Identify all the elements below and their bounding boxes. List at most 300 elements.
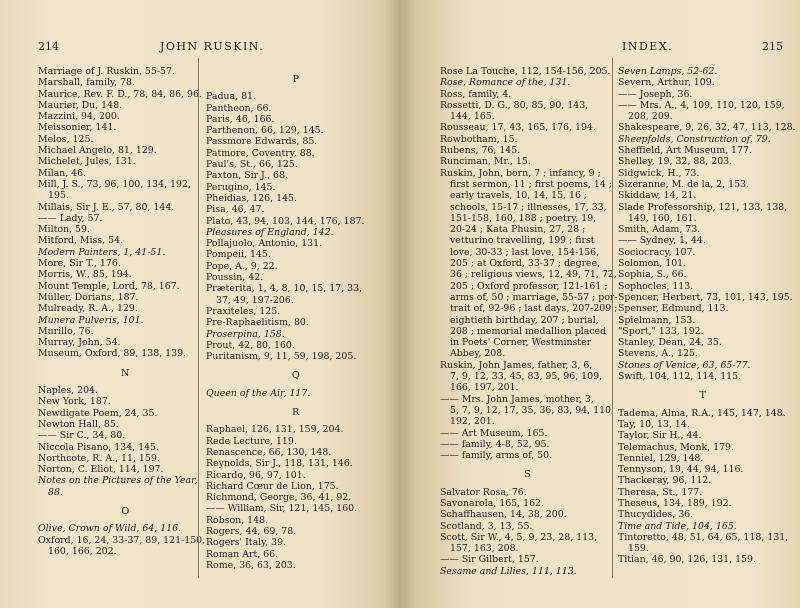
index-entry (206, 447, 386, 458)
index-entry-line: Marriage of J. Ruskin, 55-57. (38, 66, 175, 77)
index-entry (38, 66, 213, 77)
index-entry (618, 554, 788, 565)
index-entry-line: Stevens, A., 125. (618, 348, 698, 360)
index-entry (618, 303, 788, 314)
index-entry-line: Newton Hall, 85. (38, 418, 119, 430)
index-entry (440, 156, 615, 167)
index-entry-line: Rede Lecture, 119. (206, 435, 297, 447)
index-entry-line: 36 ; religious views, 12, 49, 71, 72, (450, 269, 617, 281)
index-entry (206, 182, 386, 193)
index-entry-line: Sesame and Lilies, 111, 113. (440, 565, 577, 577)
index-entry-line: Rubens, 76, 145. (440, 145, 521, 157)
index-entry-line: Pollajuolo, Antonio, 131. (206, 238, 323, 250)
index-entry-line: Titian, 46, 90, 126, 131, 159. (618, 554, 756, 566)
index-entry (206, 249, 386, 260)
index-entry (440, 554, 615, 565)
index-entry-line: Swift, 104, 112, 114, 115. (618, 371, 742, 383)
index-entry-line: Rose, Romance of the, 131. (440, 77, 571, 89)
index-entry (440, 77, 615, 88)
index-entry-line: —— family, arms of, 50. (440, 450, 553, 462)
index-entry-line: Parthenon, 66, 129, 145. (206, 125, 324, 137)
index-entry-line: 151-158, 160, 188 ; poetry, 19, (450, 212, 597, 224)
index-entry (440, 89, 615, 100)
index-entry (206, 560, 386, 571)
index-entry (38, 292, 213, 303)
index-entry (618, 348, 788, 359)
index-entry (618, 360, 788, 371)
index-entry (38, 385, 213, 396)
index-entry-line: Michelet, Jules, 131. (38, 156, 136, 168)
index-entry (618, 247, 788, 258)
index-entry (618, 202, 788, 225)
index-entry-line: Poussin, 42. (206, 272, 264, 284)
index-entry (38, 258, 213, 269)
index-entry-line: —— Sir C., 34, 80. (38, 430, 126, 442)
index-entry-line: Pleasures of England, 142. (206, 226, 334, 238)
index-entry (206, 148, 386, 159)
index-entry-line: Paris, 46, 166. (206, 113, 275, 125)
index-entry-line: 157, 163, 208. (450, 543, 519, 555)
index-entry-line: Patmore, Coventry, 88. (206, 147, 315, 159)
index-entry-line: Rose La Touche, 112, 154-156, 205. (440, 66, 611, 77)
index-entry-line: Tintoretto, 48, 51, 64, 65, 118, 131, (618, 531, 789, 543)
index-entry-line: Perugino, 145. (206, 181, 276, 193)
index-entry-line: Runciman, Mr., 15. (440, 156, 531, 168)
index-entry (206, 204, 386, 215)
index-entry (618, 315, 788, 326)
index-entry (618, 168, 788, 179)
index-entry-line: Marshall, family, 78. (38, 77, 135, 89)
index-entry (618, 224, 788, 235)
index-entry (206, 159, 386, 170)
index-column (38, 66, 213, 557)
index-entry-line: Thackeray, 96, 112. (618, 475, 712, 487)
index-entry-line: Pre-Raphaelitism, 80. (206, 317, 309, 329)
index-entry-line: Queen of the Air, 117. (206, 387, 311, 399)
index-entry-line: —— Lady, 57. (38, 212, 103, 224)
index-entry (38, 213, 213, 224)
index-entry-line: 208 ; memorial medallion placed (450, 325, 607, 337)
index-entry-line: first sermon, 11 ; first poems, 14 ; (450, 178, 612, 190)
index-entry-line: 205 ; at Oxford, 33-37 ; degree, (450, 258, 601, 270)
index-entry (618, 66, 788, 77)
index-entry-line: 159. (628, 543, 649, 555)
index-entry (38, 337, 213, 348)
index-entry-line: Notes on the Pictures of the Year, (38, 475, 198, 487)
index-entry-line: Sophocles, 113. (618, 280, 694, 292)
index-entry-line: New York, 187. (38, 396, 111, 408)
index-entry-line: eightieth birthday, 207 ; burial, (450, 314, 599, 326)
index-entry-line: Taylor, Sir H., 44. (618, 430, 702, 442)
index-entry (440, 498, 615, 509)
index-entry (618, 442, 788, 453)
index-entry (38, 348, 213, 359)
index-entry (38, 224, 213, 235)
index-entry (618, 371, 788, 382)
index-entry (618, 291, 793, 303)
index-entry-line: Ricardo, 96, 97, 101. (206, 469, 306, 481)
index-entry (206, 170, 386, 181)
index-entry-line: Rowbotham, 15. (440, 133, 518, 145)
index-entry (618, 134, 788, 145)
index-entry-line: 192, 201. (450, 416, 495, 428)
index-entry-line: —— Art Museum, 165. (440, 427, 548, 439)
index-entry (38, 179, 213, 202)
index-entry-line: Tennyson, 19, 44, 94, 116. (618, 464, 744, 476)
index-entry (618, 190, 788, 201)
index-entry (206, 388, 386, 399)
index-entry-line: Puritanism, 9, 11, 59, 198, 205. (206, 351, 357, 363)
index-entry (38, 281, 213, 292)
index-entry-line: Mitford, Miss, 54. (38, 235, 124, 247)
index-entry-line: Mount Temple, Lord, 78, 167. (38, 280, 180, 292)
index-entry (618, 235, 788, 246)
index-entry (206, 283, 386, 306)
section-letter: P (292, 74, 300, 85)
index-entry-line: Stones of Venice, 63, 65-77. (618, 359, 751, 371)
index-entry-line: —— family, 4-8, 52, 95. (440, 438, 550, 450)
index-entry-line: Sheffield, Art Museum, 177. (618, 145, 752, 157)
index-entry-line: Tay, 10, 13, 14. (618, 418, 690, 430)
index-entry-line: Smith, Adam, 73. (618, 224, 701, 236)
index-entry (38, 145, 213, 156)
index-entry-line: Munera Pulveris, 101. (38, 314, 144, 326)
index-entry-line: trait of, 92-96 ; last days, 207-209 ; (450, 303, 618, 315)
section-letter: R (292, 407, 300, 419)
index-entry (206, 317, 386, 328)
index-entry-line: Milan, 46. (38, 167, 87, 179)
index-entry (38, 269, 213, 280)
index-entry-line: Rousseau, 17, 43, 165, 176, 194. (440, 122, 596, 134)
index-entry (618, 258, 788, 269)
index-entry (38, 475, 213, 498)
index-entry-line: Maurier, Du, 148. (38, 99, 123, 111)
index-entry (38, 134, 213, 145)
index-entry-line: —— Mrs. John James, mother, 3, (440, 393, 594, 405)
index-entry-line: Renascence, 66, 130, 148. (206, 446, 332, 458)
index-entry (618, 521, 788, 532)
index-entry-line: 37, 49, 197-206. (216, 294, 294, 306)
index-entry-line: Milton, 59. (38, 224, 90, 236)
index-entry-line: Scotland, 3, 13, 55. (440, 520, 533, 532)
index-entry-line: 20-24 ; Kata Phusin, 27, 28 ; (450, 224, 586, 236)
index-entry (38, 523, 213, 534)
index-entry (38, 430, 213, 441)
index-entry (440, 66, 615, 77)
index-entry-line: —— Mrs. A., 4, 109, 110, 120, 159, (618, 99, 785, 111)
right-page (400, 0, 800, 608)
index-entry (206, 436, 386, 447)
index-entry-line: Robson, 148. (206, 514, 269, 526)
index-entry-line: Plato, 43, 94, 103, 144, 176, 187. (206, 215, 365, 227)
index-entry (206, 136, 386, 147)
index-entry-line: Solomon, 101. (618, 258, 687, 270)
index-entry (618, 77, 788, 88)
index-entry (206, 125, 386, 136)
index-entry-line: Severn, Arthur, 109. (618, 77, 715, 89)
index-entry (206, 306, 386, 317)
index-entry (618, 281, 788, 292)
index-entry (38, 464, 213, 475)
index-entry-line: Theresa, St., 177. (618, 486, 703, 498)
section-letter: N (121, 367, 130, 379)
index-entry (618, 509, 788, 520)
index-entry-line: Shakespeare, 9, 26, 32, 47, 113, 128. (618, 122, 796, 134)
index-entry (440, 145, 615, 156)
index-entry (440, 521, 615, 532)
index-entry (206, 227, 386, 238)
index-entry-line: Modern Painters, 1, 41-51. (38, 246, 166, 258)
index-entry-line: Rogers' Italy, 39. (206, 537, 287, 549)
index-entry-line: Sizeranne, M. de la, 2, 153. (618, 178, 749, 190)
index-entry-line: Spenser, Edmund, 113. (618, 303, 729, 315)
index-entry (38, 89, 213, 100)
index-entry (618, 326, 788, 337)
index-entry-line: Ruskin, John, born, 7 ; infancy, 9 ; (440, 167, 601, 179)
index-entry-line: Salvator Rosa, 76. (440, 486, 527, 498)
index-entry (440, 532, 615, 555)
index-column (206, 66, 386, 571)
index-entry-line: Raphael, 126, 131, 159, 204. (206, 424, 344, 436)
index-entry (206, 329, 386, 340)
index-entry-line: Roman Art, 66. (206, 548, 279, 560)
index-entry (618, 532, 788, 555)
index-entry (618, 419, 788, 430)
index-entry (38, 235, 213, 246)
index-entry-line: Meissonier, 141. (38, 122, 117, 134)
index-entry (618, 179, 788, 190)
index-entry-line: Mulready, R. A., 129. (38, 303, 138, 315)
index-entry (206, 193, 386, 204)
index-entry-line: "Sport," 133, 192. (618, 325, 704, 337)
index-column (618, 66, 796, 566)
index-entry-line: Time and Tide, 104, 165. (618, 520, 737, 532)
index-entry-line: Prout, 42, 80, 160. (206, 339, 295, 351)
index-entry-line: 144, 165. (450, 111, 495, 123)
section-letter: S (523, 469, 532, 481)
index-entry (618, 430, 788, 441)
index-entry-line: —— Sir Gilbert, 157. (440, 554, 539, 566)
index-entry-line: Pheidias, 126, 145. (206, 192, 297, 204)
index-entry-line: Museum, Oxford, 89, 138, 139. (38, 348, 187, 360)
index-entry (618, 464, 788, 475)
index-entry-line: Melos, 125. (38, 133, 94, 145)
index-entry-line: Naples, 204. (38, 385, 98, 397)
index-entry (206, 424, 386, 435)
index-entry (618, 122, 796, 134)
index-entry (38, 168, 213, 179)
index-entry-line: Ross, family, 4. (440, 88, 512, 100)
index-entry (38, 100, 213, 111)
section-letter: Q (291, 370, 301, 382)
index-entry-line: Pisa, 46, 47. (206, 204, 265, 216)
index-entry (206, 515, 386, 526)
index-entry-line: 195. (48, 190, 69, 202)
index-entry (206, 216, 386, 227)
index-entry-line: —— William, Sir, 121, 145, 160. (206, 503, 358, 515)
index-entry-line: Proserpina, 158. (206, 328, 285, 340)
index-entry-line: Oxford, 16, 24, 33-37, 89, 121-150, (38, 534, 206, 546)
index-entry-line: Sheepfolds, Construction of, 79. (618, 133, 771, 145)
index-entry-line: Reynolds, Sir J., 118, 131, 146. (206, 458, 353, 470)
index-entry (618, 269, 788, 280)
index-entry-line: Passmore Edwards, 85. (206, 136, 318, 148)
index-entry (618, 156, 788, 167)
index-entry-line: Scott, Sir W., 4, 5, 9, 23, 28, 113, (440, 531, 598, 543)
index-entry-line: 149, 160, 161. (628, 212, 697, 224)
index-entry-line: More, Sir T., 176. (38, 258, 121, 270)
index-entry (440, 360, 615, 394)
index-entry-line: Maurice, Rev. F. D., 78, 84, 86, 96. (38, 88, 202, 100)
index-entry-line: Murray, John, 54. (38, 337, 121, 349)
index-entry (618, 408, 788, 419)
index-entry-line: Pope, A., 9, 22. (206, 260, 278, 272)
page-number: 214 (38, 40, 59, 53)
index-entry (38, 303, 213, 314)
index-entry-line: Murillo, 76. (38, 325, 94, 337)
index-entry-line: 7, 9, 12, 33, 45, 83, 95, 96, 109, (450, 371, 603, 383)
column-divider (198, 58, 199, 578)
running-head: INDEX. (622, 40, 674, 53)
index-entry-line: Ruskin, John James, father, 3, 6, (440, 359, 593, 371)
index-entry (440, 394, 615, 428)
index-entry-line: Spencer, Herbert, 73, 101, 143, 195. (618, 291, 793, 303)
index-entry-line: —— Joseph, 36. (618, 88, 693, 100)
index-entry (440, 487, 615, 498)
index-entry-line: Seven Lamps, 52-62. (618, 66, 718, 77)
index-entry-line: Shelley, 19, 32, 88, 203. (618, 156, 733, 168)
index-entry (618, 337, 788, 348)
index-entry (440, 428, 615, 439)
index-entry-line: Abbey, 208. (450, 348, 506, 360)
index-entry (38, 326, 213, 337)
index-entry (206, 481, 386, 492)
index-column (440, 66, 618, 577)
index-entry-line: love, 30-33 ; last love, 154-156, (450, 246, 600, 258)
index-entry (206, 272, 386, 283)
index-entry-line: Spielmann, 153. (618, 314, 696, 326)
index-entry-line: Müller, Dorians, 187. (38, 291, 139, 303)
index-entry-line: Savonarola, 165, 162. (440, 497, 544, 509)
index-entry-line: Praxiteles, 125. (206, 305, 281, 317)
index-entry (38, 315, 213, 326)
index-entry-line: Stanley, Dean, 24, 35. (618, 337, 722, 349)
index-entry (38, 396, 213, 407)
index-entry (206, 103, 386, 114)
index-entry (206, 503, 386, 514)
index-entry (206, 91, 386, 102)
index-entry-line: Schaffhausen, 14, 38, 200. (440, 509, 567, 521)
index-entry-line: Sidgwick, H., 73. (618, 167, 700, 179)
index-entry (206, 470, 386, 481)
index-entry (440, 566, 615, 577)
index-entry-line: Rogers, 44, 69, 78. (206, 525, 297, 537)
index-entry-line: Pantheon, 66. (206, 102, 272, 114)
index-entry (38, 453, 213, 464)
index-entry (206, 492, 386, 503)
index-entry-line: 166, 197, 201. (450, 382, 519, 394)
index-entry-line: Newdigate Poem, 24, 35. (38, 407, 158, 419)
index-entry (206, 549, 386, 560)
index-entry (206, 526, 386, 537)
index-entry-line: Richmond, George, 36, 41, 92. (206, 492, 352, 504)
index-entry (38, 111, 213, 122)
running-head: JOHN RUSKIN. (160, 40, 265, 53)
index-entry (206, 238, 386, 249)
index-entry (440, 100, 615, 123)
index-entry (440, 509, 615, 520)
index-entry (618, 89, 788, 100)
index-entry-line: Mazzini, 94, 200. (38, 111, 120, 123)
index-entry-line: Tadema, Alma, R.A., 145, 147, 148. (618, 407, 786, 419)
index-entry (618, 487, 788, 498)
index-entry-line: Sociocracy, 107. (618, 246, 696, 258)
index-entry-line: Morris, W., 85, 194. (38, 269, 132, 281)
index-entry (38, 419, 213, 430)
index-entry (206, 351, 386, 362)
index-entry-line: vetturino travelling, 199 ; first (450, 235, 595, 247)
index-entry-line: Paul's, St., 66, 125. (206, 159, 298, 171)
index-entry (38, 156, 213, 167)
index-entry (440, 439, 615, 450)
index-entry-line: —— Sydney, 1, 44. (618, 235, 706, 247)
index-entry-line: Skiddaw, 14, 21. (618, 190, 697, 202)
index-entry-line: 205 ; Oxford professor, 121-161 ; (450, 280, 608, 292)
index-entry-line: Michael Angelo, 81, 129. (38, 145, 157, 157)
index-entry-line: Sophia, S., 66. (618, 269, 687, 281)
index-entry-line: Paxton, Sir J., 68. (206, 170, 288, 182)
index-entry-line: Olive, Crown of Wild, 64, 116. (38, 523, 182, 535)
index-entry-line: 88. (48, 486, 63, 498)
index-entry-line: Pompeii, 145. (206, 249, 271, 261)
index-entry (38, 442, 213, 453)
index-entry (38, 408, 213, 419)
index-entry (618, 453, 788, 464)
index-entry (206, 340, 386, 351)
index-entry (618, 498, 788, 509)
index-entry (206, 261, 386, 272)
index-entry-line: arms of, 50 ; marriage, 55-57 ; por- (450, 291, 618, 303)
index-entry (38, 77, 213, 88)
column-divider (612, 58, 613, 578)
index-entry-line: Northcote, R. A., 11, 159. (38, 452, 160, 464)
index-entry (440, 134, 615, 145)
index-entry (206, 458, 386, 469)
index-entry-line: Mill, J. S., 73, 96, 100, 134, 192, (38, 178, 191, 190)
index-entry (206, 114, 386, 125)
section-letter: T (699, 390, 707, 402)
index-entry-line: in Poets' Corner, Westminster (450, 337, 592, 349)
index-entry (38, 122, 213, 133)
index-entry (38, 247, 213, 258)
index-entry-line: Millais, Sir J. E., 57, 80, 144. (38, 201, 175, 213)
index-entry-line: Norton, C. Eliot, 114, 197. (38, 464, 164, 476)
index-entry-line: Slade Professorship, 121, 133, 138, (618, 201, 788, 213)
index-entry-line: 208, 209. (628, 111, 673, 123)
index-entry (38, 535, 213, 558)
index-entry (618, 145, 788, 156)
section-letter: O (121, 505, 130, 517)
index-entry (618, 100, 788, 123)
index-entry-line: 5, 7, 9, 12, 17, 35, 36, 83, 94, 110, (450, 404, 614, 416)
index-entry (440, 450, 615, 461)
index-entry-line: 160, 166, 202. (48, 545, 117, 557)
index-entry (440, 122, 615, 133)
index-entry-line: Richard Cœur de Lion, 175. (206, 480, 339, 492)
index-entry-line: Padua, 81. (206, 91, 256, 103)
index-entry-line: Rome, 36, 63, 203. (206, 559, 296, 571)
index-entry-line: early travels, 10, 14, 15, 16 ; (450, 190, 588, 202)
